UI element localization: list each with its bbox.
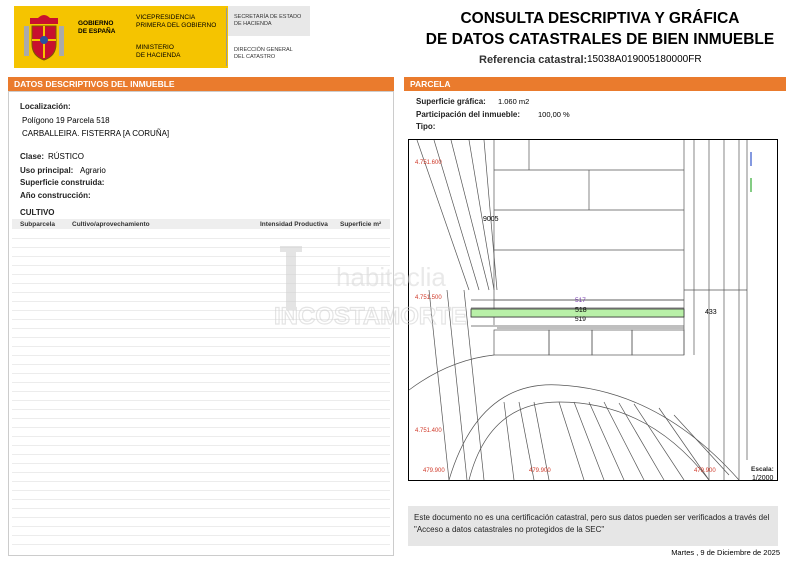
escala-label: Escala: (751, 466, 774, 473)
coord-x-mid: 479.900 (529, 468, 551, 474)
direccion-text: DIRECCIÓN GENERAL DEL CATASTRO (234, 47, 293, 60)
col-intensidad: Intensidad Productiva (260, 221, 328, 228)
secretaria-text: SECRETARÍA DE ESTADO DE HACIENDA (234, 14, 302, 27)
title-line-1: CONSULTA DESCRIPTIVA Y GRÁFICA (460, 10, 740, 27)
clase-label: Clase: (20, 152, 45, 161)
clase-value: RÚSTICO (48, 152, 84, 161)
vicepresidencia-text: VICEPRESIDENCIA PRIMERA DEL GOBIERNO (136, 14, 217, 29)
cultivo-table-header (12, 219, 390, 229)
parcel-label-519: 519 (575, 316, 586, 323)
header-divider (226, 8, 227, 66)
uso-value: Agrario (80, 166, 106, 175)
coord-y-top: 4.751.600 (415, 160, 442, 166)
disclaimer-text: Este documento no es una certificación catastral, pero sus datos pueden ser verificados a través del "Acceso a datos catastrales no protegidos de la SEC" (414, 513, 770, 534)
localizacion-line1: Polígono 19 Parcela 518 (22, 116, 110, 125)
col-superficie: Superficie m² (340, 221, 382, 228)
ref-value: 15038A019005180000FR (587, 54, 702, 65)
coord-y-mid: 4.751.500 (415, 295, 442, 301)
col-subparcela: Subparcela (20, 221, 56, 228)
coord-x-right: 479.900 (694, 468, 716, 474)
ministerio-text: MINISTERIO DE HACIENDA (136, 44, 181, 59)
localizacion-label: Localización: (20, 102, 71, 111)
parcel-label-433: 433 (705, 309, 717, 316)
participacion-value: 100,00 % (538, 110, 570, 119)
parcel-label-517: 517 (575, 297, 586, 304)
col-cultivo: Cultivo/aprovechamiento (72, 221, 150, 228)
parcel-label-518: 518 (575, 307, 587, 314)
sup-grafica-value: 1.060 m2 (498, 97, 530, 106)
watermark-line2: INCOSTAMORTE (274, 303, 467, 330)
escala-value: 1/2000 (752, 475, 774, 482)
ref-label: Referencia catastral: (479, 54, 588, 66)
document-date: Martes , 9 de Diciembre de 2025 (671, 548, 780, 557)
coord-y-bottom: 4.751.400 (415, 428, 442, 434)
watermark-logo (272, 240, 502, 330)
watermark-line1: habitaclia (336, 262, 446, 292)
coat-of-arms-icon (20, 12, 68, 64)
cultivo-title: CULTIVO (20, 208, 55, 217)
title-line-2: DE DATOS CATASTRALES DE BIEN INMUEBLE (425, 31, 775, 48)
anio-construccion-label: Año construcción: (20, 191, 91, 200)
section-bar-datos: DATOS DESCRIPTIVOS DEL INMUEBLE (8, 77, 394, 91)
document-title (420, 8, 780, 50)
participacion-label: Participación del inmueble: (416, 110, 521, 119)
coord-x-left: 479.900 (423, 468, 445, 474)
section-bar-parcela: PARCELA (404, 77, 786, 91)
uso-label: Uso principal: (20, 166, 74, 175)
tipo-label: Tipo: (416, 122, 436, 131)
gobierno-text: GOBIERNO DE ESPAÑA (78, 20, 116, 35)
localizacion-line2: CARBALLEIRA. FISTERRA [A CORUÑA] (22, 129, 170, 138)
parcel-label-9005: 9005 (483, 216, 499, 223)
superficie-construida-label: Superficie construida: (20, 178, 105, 187)
sup-grafica-label: Superficie gráfica: (416, 97, 486, 106)
